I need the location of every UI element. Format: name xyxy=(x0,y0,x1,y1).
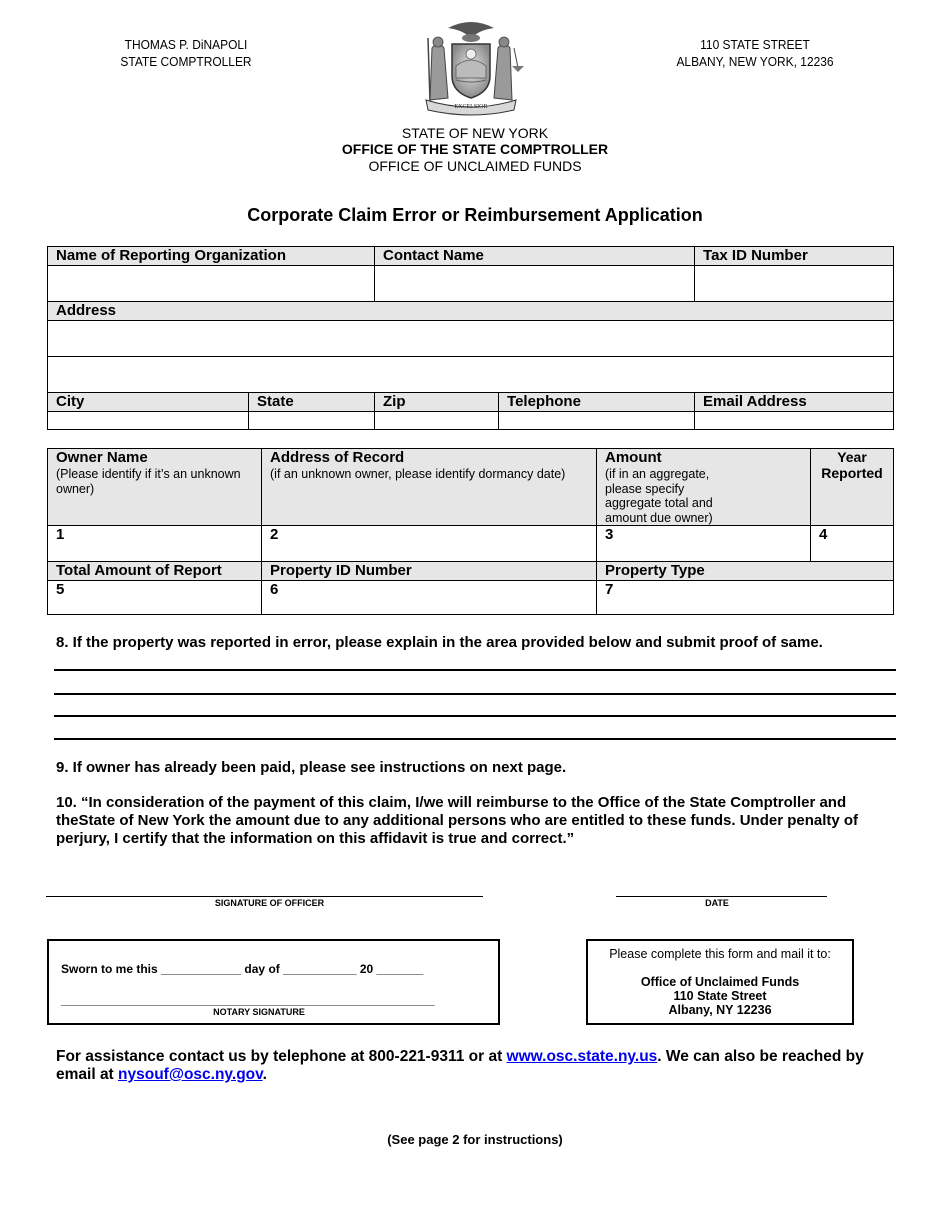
property-id-label: Property ID Number xyxy=(262,562,597,581)
mail-office-name: Office of Unclaimed Funds xyxy=(640,975,800,989)
address-of-record-label: Address of Record xyxy=(270,449,405,466)
notary-signature-label: NOTARY SIGNATURE xyxy=(213,1007,305,1017)
org-name-field[interactable] xyxy=(48,266,375,302)
property-id-field[interactable]: 6 xyxy=(262,581,597,615)
address-line2-field[interactable] xyxy=(48,357,894,393)
zip-field[interactable] xyxy=(375,412,499,430)
assistance-text-1: For assistance contact us by telephone at 800-221-9311 or at xyxy=(56,1048,507,1065)
question-9: 9. If owner has already been paid, please see instructions on next page. xyxy=(56,759,567,776)
owner-name-header xyxy=(48,449,262,526)
email-label: Email Address xyxy=(695,393,894,412)
comptroller-name: THOMAS P. DiNAPOLI xyxy=(124,37,248,52)
officer-signature-line[interactable] xyxy=(46,896,483,897)
telephone-field[interactable] xyxy=(499,412,695,430)
address-of-record-field[interactable]: 2 xyxy=(262,526,597,562)
city-label: City xyxy=(48,393,249,412)
email-field[interactable] xyxy=(695,412,894,430)
property-info-table xyxy=(47,448,894,615)
mail-street: 110 State Street xyxy=(673,989,767,1003)
zip-label: Zip xyxy=(375,393,499,412)
state-label: State xyxy=(249,393,375,412)
total-amount-field[interactable]: 5 xyxy=(48,581,262,615)
address-label: Address xyxy=(48,302,894,321)
amount-note: (if in an aggregate, please specify aggregate total and amount due owner) xyxy=(605,467,713,525)
email-link[interactable]: nysouf@osc.ny.gov xyxy=(118,1066,263,1083)
owner-name-field[interactable]: 1 xyxy=(48,526,262,562)
owner-name-label: Owner Name xyxy=(56,449,148,466)
assistance-paragraph xyxy=(56,1048,886,1084)
comptroller-title: STATE COMPTROLLER xyxy=(120,54,252,69)
notary-box xyxy=(47,939,500,1025)
date-label: DATE xyxy=(705,898,729,908)
address-of-record-header xyxy=(262,449,597,526)
street-address: 110 STATE STREET xyxy=(700,37,810,52)
date-line[interactable] xyxy=(616,896,827,897)
year-reported-header: Year Reported xyxy=(811,449,894,526)
assistance-text-3: . xyxy=(262,1066,267,1083)
comptroller-address-block xyxy=(668,36,843,70)
city-field[interactable] xyxy=(48,412,249,430)
amount-field[interactable]: 3 xyxy=(597,526,811,562)
office-unclaimed-funds: OFFICE OF UNCLAIMED FUNDS xyxy=(368,158,582,174)
tax-id-label: Tax ID Number xyxy=(695,247,894,266)
officer-signature-label: SIGNATURE OF OFFICER xyxy=(214,898,325,908)
telephone-label: Telephone xyxy=(499,393,695,412)
assistance-text-2: . We can also be reached by email at xyxy=(56,1048,864,1083)
explanation-line-3[interactable] xyxy=(54,715,896,717)
tax-id-field[interactable] xyxy=(695,266,894,302)
explanation-line-4[interactable] xyxy=(54,738,896,740)
question-8: 8. If the property was reported in error, please explain in the area provided below and submit proof of same. xyxy=(56,634,823,651)
city-state-zip: ALBANY, NEW YORK, 12236 xyxy=(676,54,834,69)
explanation-line-2[interactable] xyxy=(54,693,896,695)
address-line1-field[interactable] xyxy=(48,321,894,357)
form-title: Corporate Claim Error or Reimbursement Application xyxy=(247,205,703,225)
mail-instructions: Please complete this form and mail it to: xyxy=(609,947,831,961)
mailing-address-box xyxy=(586,939,854,1025)
total-amount-label: Total Amount of Report xyxy=(48,562,262,581)
amount-label: Amount xyxy=(605,449,662,466)
notary-signature-line[interactable]: ________________________________________________________ xyxy=(61,993,435,1007)
footer-note: (See page 2 for instructions) xyxy=(387,1132,563,1147)
comptroller-name-block xyxy=(103,36,269,70)
office-state: STATE OF NEW YORK xyxy=(401,125,549,141)
office-comptroller: OFFICE OF THE STATE COMPTROLLER xyxy=(341,141,609,157)
explanation-line-1[interactable] xyxy=(54,669,896,671)
website-link[interactable]: www.osc.state.ny.us xyxy=(506,1048,658,1065)
owner-name-note: (Please identify if it’s an unknown owner) xyxy=(56,467,241,496)
state-seal-icon xyxy=(418,18,524,118)
address-of-record-note: (if an unknown owner, please identify dormancy date) xyxy=(270,467,566,481)
amount-header xyxy=(597,449,811,526)
organization-info-table xyxy=(47,246,894,430)
org-name-label: Name of Reporting Organization xyxy=(48,247,375,266)
property-type-label: Property Type xyxy=(597,562,894,581)
contact-name-field[interactable] xyxy=(375,266,695,302)
state-field[interactable] xyxy=(249,412,375,430)
property-type-field[interactable]: 7 xyxy=(597,581,894,615)
contact-name-label: Contact Name xyxy=(375,247,695,266)
mail-city: Albany, NY 12236 xyxy=(668,1003,772,1017)
sworn-line[interactable]: Sworn to me this ____________ day of ___________ 20 _______ xyxy=(61,962,424,976)
question-10: 10. “In consideration of the payment of this claim, I/we will reimburse to the Office of the State Comptroller and theState of New York the amount due to any additional persons who are entitled to these funds. Under penalty of perjury, I certify that the information on this affidavit is true and correct.” xyxy=(56,794,859,847)
seal-motto: EXCELSIOR xyxy=(454,104,488,110)
year-reported-field[interactable]: 4 xyxy=(811,526,894,562)
